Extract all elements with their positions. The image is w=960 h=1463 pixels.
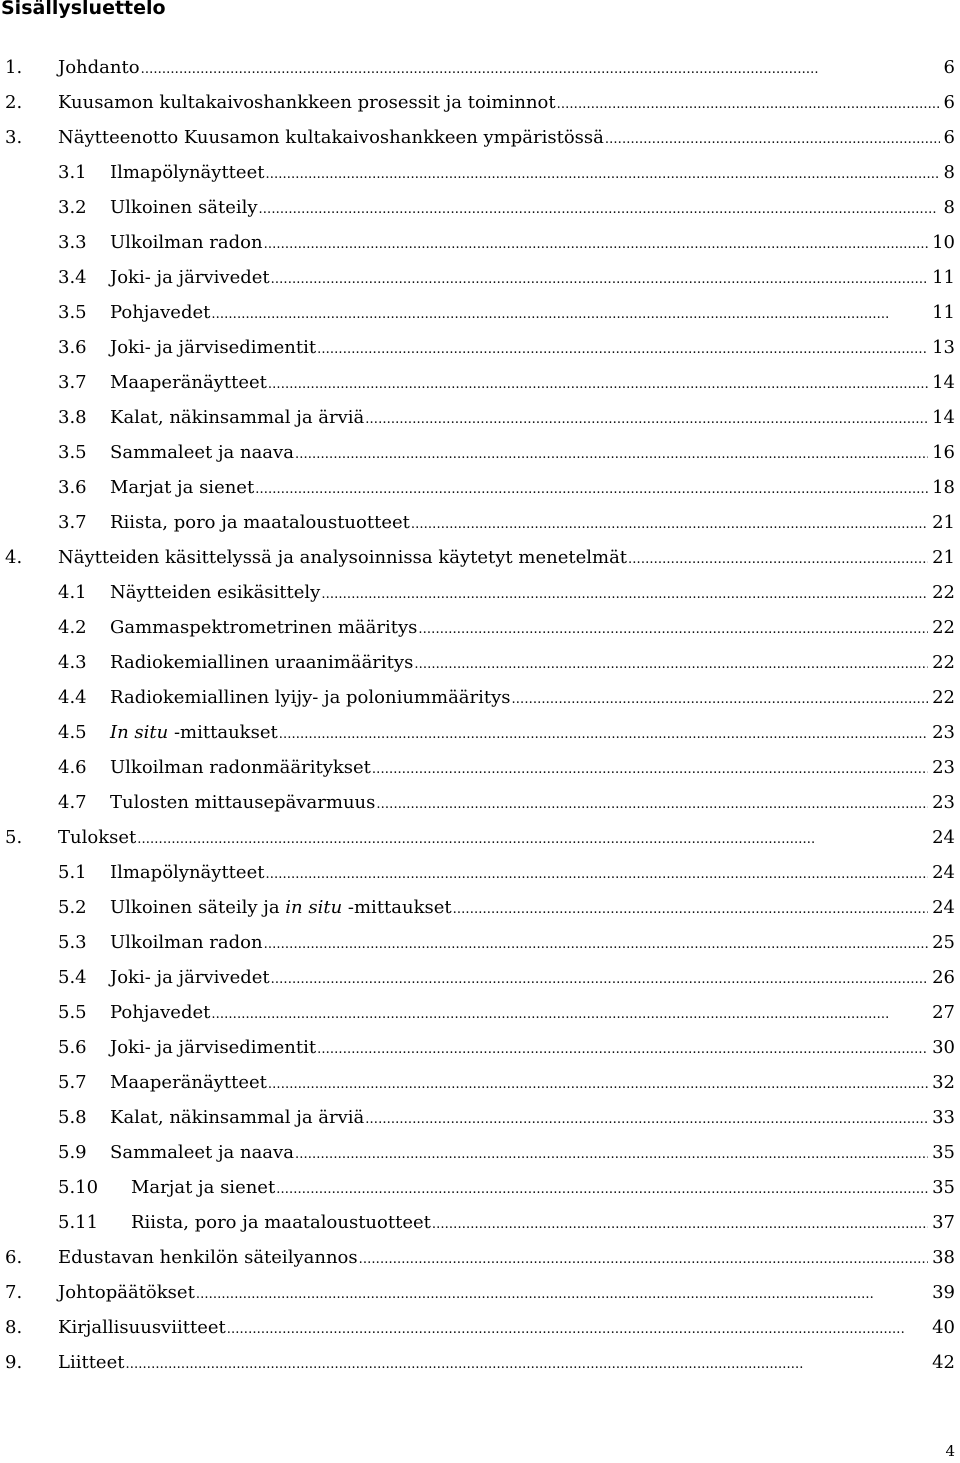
toc-entry-number: 5.4 <box>58 967 87 988</box>
toc-entry-number: 4.4 <box>58 687 87 708</box>
toc-entry-page: 18 <box>932 477 955 498</box>
toc-entry[interactable] <box>0 960 960 995</box>
toc-entry-page: 6 <box>943 57 955 78</box>
toc-entry-label: Maaperänäytteet <box>110 372 267 393</box>
toc-entry-page: 33 <box>932 1107 955 1128</box>
toc-entry[interactable] <box>0 785 960 820</box>
toc-entry[interactable] <box>0 365 960 400</box>
toc-entry[interactable] <box>0 505 960 540</box>
toc-entry-page: 32 <box>932 1072 955 1093</box>
toc-entry-label: Johtopäätökset <box>58 1282 195 1303</box>
toc-entry-label: Kalat, näkinsammal ja ärviä <box>110 407 365 428</box>
toc-entry-label: Tulosten mittausepävarmuus <box>110 792 376 813</box>
toc-entry-number: 3.5 <box>58 302 87 323</box>
toc-entry-page: 16 <box>932 442 955 463</box>
toc-dot-leader <box>364 1102 928 1137</box>
toc-dot-leader <box>226 1312 928 1347</box>
toc-dot-leader <box>275 1172 928 1207</box>
toc-entry-number: 4. <box>5 547 23 568</box>
toc-entry-page: 25 <box>932 932 955 953</box>
toc-dot-leader <box>270 962 928 997</box>
toc-entry-page: 22 <box>932 617 955 638</box>
toc-entry[interactable] <box>0 190 960 225</box>
toc-entry-number: 3.4 <box>58 267 87 288</box>
toc-dot-leader <box>294 1137 928 1172</box>
toc-entry-page: 35 <box>932 1142 955 1163</box>
toc-entry-label: Tulokset <box>58 827 137 848</box>
toc-entry-number: 3.7 <box>58 372 87 393</box>
toc-entry-number: 5.11 <box>58 1212 99 1233</box>
toc-dot-leader <box>413 647 928 682</box>
toc-entry-label: Ulkoinen säteily <box>110 197 258 218</box>
toc-entry-label: Näytteenotto Kuusamon kultakaivoshankkeen ympäristössä <box>58 127 604 148</box>
toc-entry-label: Joki- ja järvisedimentit <box>110 337 317 358</box>
toc-entry-label: Ulkoilman radon <box>110 932 263 953</box>
toc-entry-label: Ulkoilman radon <box>110 232 263 253</box>
toc-dot-leader <box>210 297 928 332</box>
toc-entry-page: 14 <box>932 407 955 428</box>
toc-entry-label: Riista, poro ja maataloustuotteet <box>131 1212 431 1233</box>
toc-entry-number: 5.6 <box>58 1037 87 1058</box>
toc-dot-leader <box>375 787 928 822</box>
toc-entry-label: Marjat ja sienet <box>110 477 255 498</box>
toc-dot-leader <box>417 612 928 647</box>
toc-entry-label: Sammaleet ja naava <box>110 1142 294 1163</box>
toc-entry[interactable] <box>0 120 960 155</box>
toc-entry-page: 13 <box>932 337 955 358</box>
toc-entry[interactable] <box>0 995 960 1030</box>
toc-entry[interactable] <box>0 750 960 785</box>
toc-dot-leader <box>316 332 928 367</box>
toc-entry-label: Liitteet <box>58 1352 125 1373</box>
toc-dot-leader <box>210 997 928 1032</box>
toc-entry-page: 21 <box>932 512 955 533</box>
toc-entry-number: 3.3 <box>58 232 87 253</box>
toc-entry-page: 24 <box>932 862 955 883</box>
toc-dot-leader <box>294 437 928 472</box>
toc-entry-number: 4.7 <box>58 792 87 813</box>
toc-entry-label: Joki- ja järvivedet <box>110 967 270 988</box>
toc-entry-number: 3. <box>5 127 23 148</box>
toc-entry-number: 5.1 <box>58 862 87 883</box>
toc-entry-number: 5.7 <box>58 1072 87 1093</box>
toc-dot-leader <box>452 892 928 927</box>
toc-entry-label: Joki- ja järvisedimentit <box>110 1037 317 1058</box>
toc-entry[interactable] <box>0 1205 960 1240</box>
toc-entry-page: 14 <box>932 372 955 393</box>
toc-entry-label: Kirjallisuusviitteet <box>58 1317 226 1338</box>
toc-dot-leader <box>358 1242 928 1277</box>
toc-entry-label: Kuusamon kultakaivoshankkeen prosessit ja toiminnot <box>58 92 556 113</box>
toc-entry-label: Kalat, näkinsammal ja ärviä <box>110 1107 365 1128</box>
table-of-contents <box>0 50 960 1380</box>
toc-entry-number: 9. <box>5 1352 23 1373</box>
toc-entry-label: Gammaspektrometrinen määritys <box>110 617 418 638</box>
toc-entry-label: Ulkoilman radonmääritykset <box>110 757 371 778</box>
toc-dot-leader <box>195 1277 928 1312</box>
page-number: 4 <box>945 1442 955 1460</box>
toc-entry-number: 5.9 <box>58 1142 87 1163</box>
toc-dot-leader <box>604 122 940 157</box>
toc-entry-page: 22 <box>932 652 955 673</box>
toc-entry[interactable] <box>0 680 960 715</box>
toc-entry-label: Ulkoinen säteily ja in situ -mittaukset <box>110 897 452 918</box>
toc-entry-label: Pohjavedet <box>110 1002 211 1023</box>
toc-entry-label: Ilmapölynäytteet <box>110 162 265 183</box>
toc-entry[interactable] <box>0 890 960 925</box>
toc-entry-number: 3.8 <box>58 407 87 428</box>
toc-entry-label: Radiokemiallinen uraanimääritys <box>110 652 414 673</box>
toc-entry-number: 5. <box>5 827 23 848</box>
toc-entry-number: 5.10 <box>58 1177 99 1198</box>
toc-dot-leader <box>263 927 929 962</box>
toc-dot-leader <box>124 1347 928 1382</box>
toc-entry-number: 5.5 <box>58 1002 87 1023</box>
toc-entry-page: 11 <box>932 267 955 288</box>
toc-entry-page: 27 <box>932 1002 955 1023</box>
toc-entry-page: 11 <box>932 302 955 323</box>
toc-entry[interactable] <box>0 155 960 190</box>
toc-entry-page: 21 <box>932 547 955 568</box>
toc-entry-number: 3.5 <box>58 442 87 463</box>
toc-entry-label: Radiokemiallinen lyijy- ja poloniummääritys <box>110 687 511 708</box>
toc-entry[interactable] <box>0 435 960 470</box>
toc-entry[interactable] <box>0 1065 960 1100</box>
toc-entry[interactable] <box>0 85 960 120</box>
toc-entry-number: 1. <box>5 57 23 78</box>
toc-entry-label: Edustavan henkilön säteilyannos <box>58 1247 358 1268</box>
toc-entry-page: 24 <box>932 827 955 848</box>
toc-entry-page: 23 <box>932 792 955 813</box>
toc-entry[interactable] <box>0 925 960 960</box>
toc-dot-leader <box>264 157 939 192</box>
toc-entry[interactable] <box>0 1030 960 1065</box>
toc-entry-number: 4.5 <box>58 722 87 743</box>
toc-entry-number: 4.3 <box>58 652 87 673</box>
toc-entry[interactable] <box>0 1240 960 1275</box>
toc-entry-number: 3.1 <box>58 162 87 183</box>
toc-entry-number: 8. <box>5 1317 23 1338</box>
toc-entry-number: 3.2 <box>58 197 87 218</box>
toc-entry-page: 22 <box>932 687 955 708</box>
toc-entry-page: 42 <box>932 1352 955 1373</box>
toc-entry[interactable] <box>0 1170 960 1205</box>
toc-entry-number: 6. <box>5 1247 23 1268</box>
toc-dot-leader <box>511 682 929 717</box>
toc-entry[interactable] <box>0 295 960 330</box>
toc-entry[interactable] <box>0 715 960 750</box>
toc-entry-label: Johdanto <box>58 57 140 78</box>
toc-entry[interactable] <box>0 330 960 365</box>
toc-entry-number: 4.2 <box>58 617 87 638</box>
toc-entry-number: 5.2 <box>58 897 87 918</box>
toc-entry[interactable] <box>0 645 960 680</box>
toc-dot-leader <box>267 367 928 402</box>
toc-entry-page: 8 <box>943 197 955 218</box>
toc-entry-label: In situ -mittaukset <box>110 722 278 743</box>
toc-entry-number: 3.7 <box>58 512 87 533</box>
toc-dot-leader <box>258 192 940 227</box>
toc-entry-label: Pohjavedet <box>110 302 211 323</box>
toc-entry[interactable] <box>0 610 960 645</box>
toc-entry[interactable] <box>0 470 960 505</box>
toc-entry-number: 4.1 <box>58 582 87 603</box>
toc-dot-leader <box>410 507 928 542</box>
toc-entry-number: 7. <box>5 1282 23 1303</box>
toc-entry[interactable] <box>0 820 960 855</box>
toc-entry-page: 40 <box>932 1317 955 1338</box>
toc-entry-label: Ilmapölynäytteet <box>110 862 265 883</box>
toc-entry-number: 3.6 <box>58 477 87 498</box>
toc-dot-leader <box>136 822 928 857</box>
toc-entry[interactable] <box>0 50 960 85</box>
toc-dot-leader <box>316 1032 928 1067</box>
toc-entry-label: Näytteiden käsittelyssä ja analysoinnissa käytetyt menetelmät <box>58 547 628 568</box>
toc-dot-leader <box>371 752 928 787</box>
toc-dot-leader <box>320 577 928 612</box>
toc-dot-leader <box>270 262 928 297</box>
toc-dot-leader <box>278 717 928 752</box>
toc-entry[interactable] <box>0 1135 960 1170</box>
toc-entry-label: Marjat ja sienet <box>131 1177 276 1198</box>
toc-entry[interactable] <box>0 260 960 295</box>
toc-entry-page: 6 <box>943 92 955 113</box>
toc-dot-leader <box>140 52 940 87</box>
toc-entry[interactable] <box>0 1275 960 1310</box>
toc-entry-label: Joki- ja järvivedet <box>110 267 270 288</box>
toc-heading: Sisällysluettelo <box>1 0 166 19</box>
toc-entry-label: Näytteiden esikäsittely <box>110 582 321 603</box>
toc-entry-number: 2. <box>5 92 23 113</box>
toc-entry-page: 6 <box>943 127 955 148</box>
toc-entry[interactable] <box>0 540 960 575</box>
toc-entry[interactable] <box>0 1100 960 1135</box>
toc-entry[interactable] <box>0 225 960 260</box>
toc-entry-page: 39 <box>932 1282 955 1303</box>
toc-entry-page: 38 <box>932 1247 955 1268</box>
toc-entry[interactable] <box>0 1310 960 1345</box>
toc-entry-page: 26 <box>932 967 955 988</box>
toc-dot-leader <box>264 857 928 892</box>
toc-dot-leader <box>364 402 928 437</box>
toc-entry[interactable] <box>0 400 960 435</box>
toc-entry-page: 8 <box>943 162 955 183</box>
toc-entry-number: 4.6 <box>58 757 87 778</box>
toc-dot-leader <box>431 1207 928 1242</box>
toc-entry[interactable] <box>0 575 960 610</box>
toc-entry-page: 23 <box>932 757 955 778</box>
toc-entry-page: 37 <box>932 1212 955 1233</box>
toc-entry-page: 24 <box>932 897 955 918</box>
toc-entry-label: Riista, poro ja maataloustuotteet <box>110 512 410 533</box>
toc-entry[interactable] <box>0 1345 960 1380</box>
toc-entry-page: 22 <box>932 582 955 603</box>
toc-entry-page: 30 <box>932 1037 955 1058</box>
toc-entry-page: 35 <box>932 1177 955 1198</box>
toc-entry-page: 23 <box>932 722 955 743</box>
toc-entry-page: 10 <box>932 232 955 253</box>
toc-dot-leader <box>267 1067 928 1102</box>
toc-entry-number: 3.6 <box>58 337 87 358</box>
toc-entry-label: Sammaleet ja naava <box>110 442 294 463</box>
toc-entry-label: Maaperänäytteet <box>110 1072 267 1093</box>
toc-dot-leader <box>627 542 928 577</box>
toc-dot-leader <box>254 472 928 507</box>
toc-dot-leader <box>263 227 929 262</box>
toc-entry-number: 5.3 <box>58 932 87 953</box>
toc-dot-leader <box>556 87 940 122</box>
toc-entry-number: 5.8 <box>58 1107 87 1128</box>
toc-entry[interactable] <box>0 855 960 890</box>
